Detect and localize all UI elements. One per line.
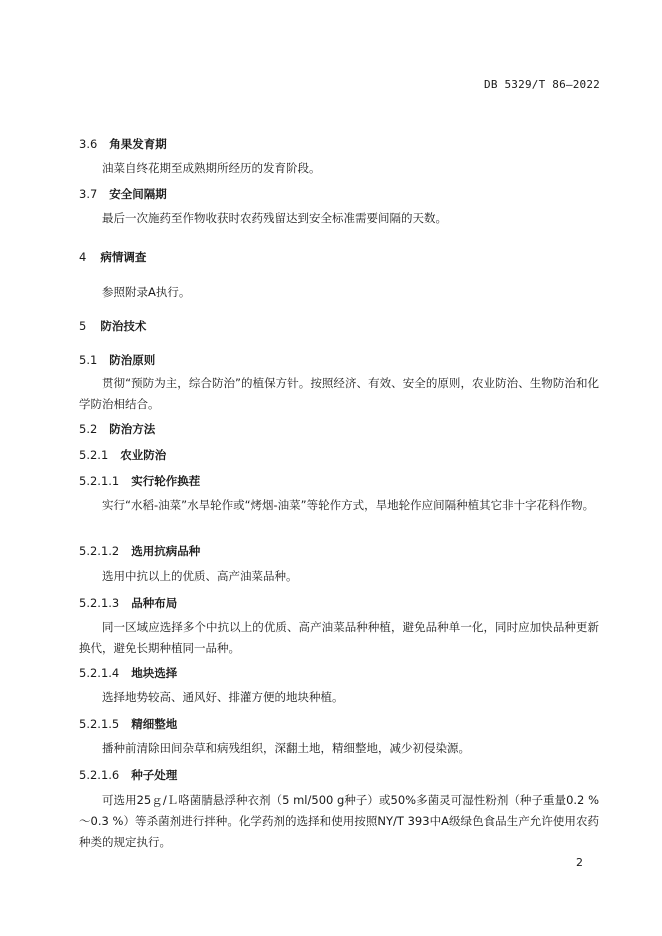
section-number: 5.2.1.3 (79, 596, 120, 610)
section-heading-5-2-1-6 (79, 767, 177, 783)
paragraph: 最后一次施药至作物收获时农药残留达到安全标准需要间隔的天数。 (102, 211, 447, 225)
standard-number: DB 5329/T 86—2022 (484, 78, 600, 91)
section-heading-4 (79, 249, 146, 265)
section-title: 种子处理 (131, 768, 178, 782)
section-heading-3-6 (79, 136, 167, 152)
section-title: 选用抗病品种 (131, 544, 201, 558)
section-title: 实行轮作换茬 (131, 474, 201, 488)
section-title: 角果发育期 (109, 137, 167, 151)
section-title: 防治方法 (109, 422, 156, 436)
paragraph: 选用中抗以上的优质、高产油菜品种。 (102, 569, 298, 583)
section-title: 品种布局 (131, 596, 178, 610)
section-number: 5 (79, 319, 87, 333)
section-number: 5.2.1.6 (79, 768, 120, 782)
section-title: 地块选择 (131, 666, 178, 680)
section-title: 防治原则 (109, 353, 156, 367)
section-title: 防治技术 (100, 319, 147, 333)
paragraph: 同一区域应选择多个中抗以上的优质、高产油菜品种种植，避免品种单一化，同时应加快品种更新换代，避免长期种植同一品种。 (79, 620, 599, 655)
section-number: 5.2.1.5 (79, 717, 120, 731)
section-title: 安全间隔期 (109, 187, 167, 201)
section-title: 精细整地 (131, 717, 178, 731)
section-heading-5-2-1-4 (79, 665, 177, 681)
paragraph: 实行“水稻-油菜”水旱轮作或“烤烟-油菜”等轮作方式，旱地轮作应间隔种植其它非十字花科作物。 (102, 498, 595, 512)
section-title: 农业防治 (120, 448, 167, 462)
section-heading-5-2-1-3 (79, 595, 177, 611)
paragraph: 选择地势较高、通风好、排灌方便的地块种植。 (102, 690, 344, 704)
section-heading-5-2-1 (79, 447, 166, 463)
paragraph: 参照附录A执行。 (102, 285, 191, 299)
section-number: 5.2.1 (79, 448, 109, 462)
section-heading-5-2-1-2 (79, 543, 200, 559)
section-heading-5 (79, 318, 146, 334)
paragraph: 油菜自终花期至成熟期所经历的发育阶段。 (102, 161, 321, 175)
section-number: 3.6 (79, 137, 98, 151)
section-heading-3-7 (79, 186, 167, 202)
section-heading-5-2 (79, 421, 155, 437)
paragraph: 贯彻“预防为主，综合防治”的植保方针。按照经济、有效、安全的原则，农业防治、生物防治和化学防治相结合。 (79, 376, 599, 411)
section-number: 5.2.1.4 (79, 666, 120, 680)
page-number: 2 (576, 856, 583, 869)
section-number: 5.1 (79, 353, 98, 367)
section-number: 4 (79, 250, 87, 264)
section-heading-5-1 (79, 352, 155, 368)
paragraph: 可选用25ｇ/Ｌ咯菌腈悬浮种衣剂（5 ml/500 g种子）或50%多菌灵可湿性粉剂（种子重量0.2 %～0.3 %）等杀菌剂进行拌种。化学药剂的选择和使用按照NY/T 393中A级绿色食品生产允许使用农药种类的规定执行。 (79, 793, 599, 849)
section-heading-5-2-1-1 (79, 473, 200, 489)
section-number: 5.2.1.1 (79, 474, 120, 488)
paragraph: 播种前清除田间杂草和病残组织，深翻土地，精细整地，减少初侵染源。 (102, 741, 470, 755)
section-number: 3.7 (79, 187, 98, 201)
section-number: 5.2.1.2 (79, 544, 120, 558)
section-title: 病情调查 (100, 250, 147, 264)
section-heading-5-2-1-5 (79, 716, 177, 732)
section-number: 5.2 (79, 422, 98, 436)
